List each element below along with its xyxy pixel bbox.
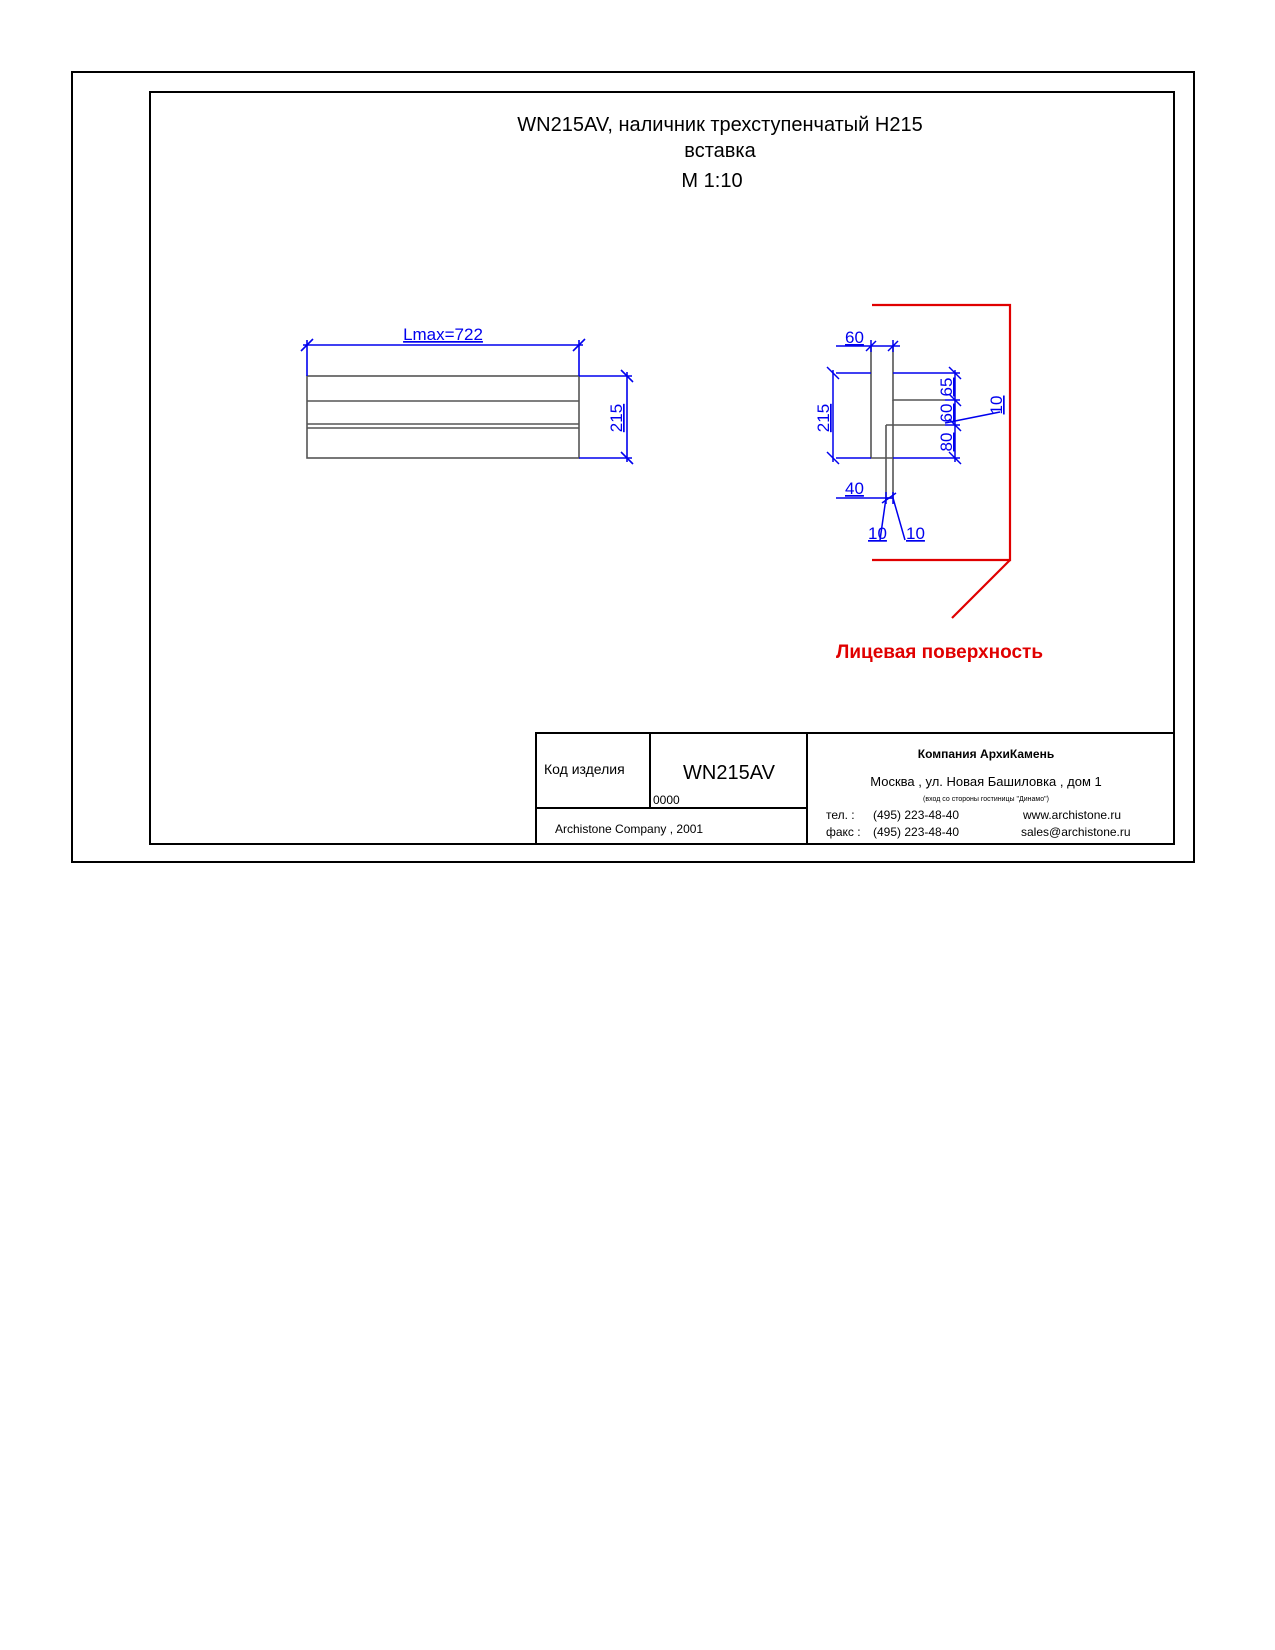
height-label: 215 [607,403,626,433]
dim-top-width: 60 [845,328,864,347]
length-label: Lmax=722 [403,325,483,344]
dim-step-60: 60 [937,403,956,423]
section-view [814,305,1043,663]
drawing-title: WN215AV, наличник трехступенчатый Н215 [517,114,923,136]
drawing-subtitle: вставка [684,140,756,162]
dim-step-65: 65 [937,377,956,397]
address-note: (вход со стороны гостиницы "Динамо") [923,796,1049,803]
website: www.archistone.ru [1023,808,1122,822]
inner-frame [150,92,1174,844]
dim-side-10: 10 [987,395,1006,415]
company-name: Компания АрхиКамень [917,747,1055,761]
dim-bottom-10-right: 10 [906,524,925,543]
title-block [536,733,1174,844]
tel-label: тел. : [826,808,855,822]
code-number: 0000 [653,793,680,807]
code-value: WN215AV [683,762,775,784]
dim-step-80: 80 [937,432,956,452]
length-dimension [301,339,585,376]
email: sales@archistone.ru [1021,825,1131,839]
outer-frame [72,72,1194,862]
tel-value: (495) 223-48-40 [873,808,960,822]
company-address: Москва , ул. Новая Башиловка , дом 1 [870,774,1102,789]
section-profile [871,346,945,498]
code-label: Код изделия [544,761,625,777]
fax-label: факс : [826,825,861,839]
copyright: Archistone Company , 2001 [555,822,704,836]
front-view-outline [307,376,579,458]
dim-total-height: 215 [814,403,833,433]
face-surface-label: Лицевая поверхность [836,642,1044,663]
front-view [301,325,633,464]
drawing-scale: М 1:10 [681,170,743,192]
fax-value: (495) 223-48-40 [873,825,960,839]
dim-bottom-10-left: 10 [868,524,887,543]
section-dimensions [827,340,1000,540]
dim-bottom-40: 40 [845,479,864,498]
